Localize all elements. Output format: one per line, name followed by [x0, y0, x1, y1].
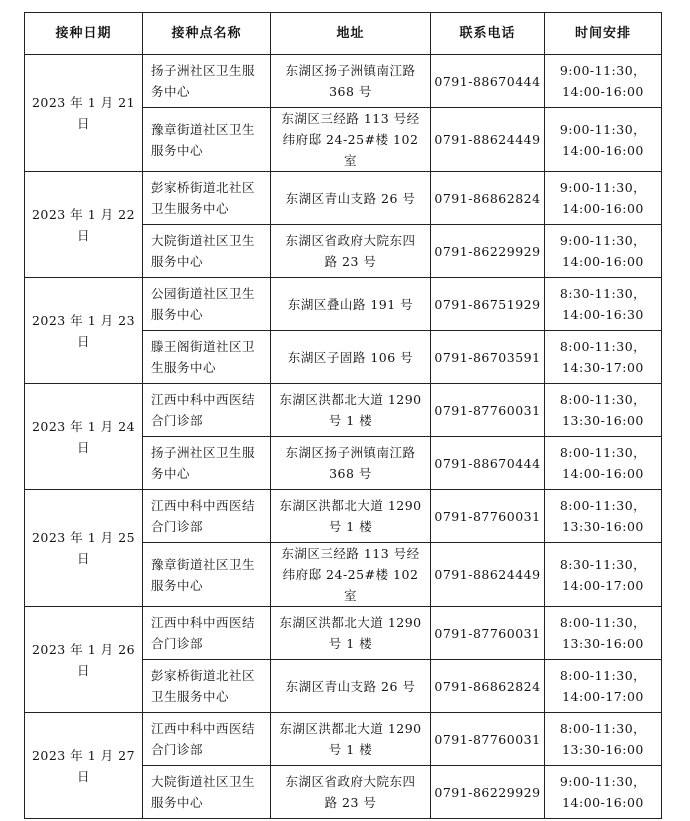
phone-cell: 0791-87760031	[431, 713, 545, 766]
table-row	[25, 55, 662, 108]
site-cell: 江西中科中西医结 合门诊部	[143, 607, 271, 660]
address-cell: 东湖区省政府大院东四 路 23 号	[271, 225, 431, 278]
time-cell: 8:30-11:30， 14:00-16:30	[545, 278, 662, 331]
date-cell: 2023 年 1 月 22 日	[25, 172, 143, 278]
address-cell: 东湖区青山支路 26 号	[271, 172, 431, 225]
time-cell: 8:00-11:30， 13:30-16:00	[545, 607, 662, 660]
phone-cell: 0791-88670444	[431, 437, 545, 490]
site-cell: 江西中科中西医结 合门诊部	[143, 713, 271, 766]
date-cell: 2023 年 1 月 23 日	[25, 278, 143, 384]
site-cell: 大院街道社区卫生 服务中心	[143, 766, 271, 819]
time-cell: 8:30-11:30， 14:00-17:00	[545, 543, 662, 607]
phone-cell: 0791-88624449	[431, 108, 545, 172]
phone-cell: 0791-87760031	[431, 607, 545, 660]
time-cell: 9:00-11:30， 14:00-16:00	[545, 225, 662, 278]
time-cell: 8:00-11:30， 14:00-16:00	[545, 437, 662, 490]
table-body	[25, 55, 662, 819]
table-row	[25, 713, 662, 766]
table-row	[25, 490, 662, 543]
time-cell: 8:00-11:30， 14:00-17:00	[545, 660, 662, 713]
table-row	[25, 278, 662, 331]
phone-cell: 0791-88624449	[431, 543, 545, 607]
header-date: 接种日期	[25, 13, 143, 55]
table-row	[25, 607, 662, 660]
time-cell: 9:00-11:30， 14:00-16:00	[545, 108, 662, 172]
date-cell: 2023 年 1 月 25 日	[25, 490, 143, 607]
table-row	[25, 384, 662, 437]
phone-cell: 0791-86229929	[431, 225, 545, 278]
site-cell: 豫章街道社区卫生 服务中心	[143, 543, 271, 607]
phone-cell: 0791-88670444	[431, 55, 545, 108]
date-cell: 2023 年 1 月 26 日	[25, 607, 143, 713]
time-cell: 8:00-11:30， 13:30-16:00	[545, 713, 662, 766]
site-cell: 公园街道社区卫生 服务中心	[143, 278, 271, 331]
time-cell: 8:00-11:30， 13:30-16:00	[545, 384, 662, 437]
phone-cell: 0791-87760031	[431, 490, 545, 543]
time-cell: 8:00-11:30， 13:30-16:00	[545, 490, 662, 543]
address-cell: 东湖区扬子洲镇南江路 368 号	[271, 55, 431, 108]
phone-cell: 0791-86862824	[431, 172, 545, 225]
phone-cell: 0791-87760031	[431, 384, 545, 437]
site-cell: 彭家桥街道北社区 卫生服务中心	[143, 660, 271, 713]
table-header-row	[25, 13, 662, 55]
phone-cell: 0791-86229929	[431, 766, 545, 819]
site-cell: 江西中科中西医结 合门诊部	[143, 384, 271, 437]
date-cell: 2023 年 1 月 24 日	[25, 384, 143, 490]
address-cell: 东湖区洪都北大道 1290 号 1 楼	[271, 713, 431, 766]
address-cell: 东湖区洪都北大道 1290 号 1 楼	[271, 490, 431, 543]
time-cell: 9:00-11:30， 14:00-16:00	[545, 172, 662, 225]
address-cell: 东湖区青山支路 26 号	[271, 660, 431, 713]
address-cell: 东湖区三经路 113 号经 纬府邸 24-25#楼 102 室	[271, 543, 431, 607]
date-cell: 2023 年 1 月 21 日	[25, 55, 143, 172]
phone-cell: 0791-86862824	[431, 660, 545, 713]
address-cell: 东湖区叠山路 191 号	[271, 278, 431, 331]
address-cell: 东湖区子固路 106 号	[271, 331, 431, 384]
header-site: 接种点名称	[143, 13, 271, 55]
date-cell: 2023 年 1 月 27 日	[25, 713, 143, 819]
site-cell: 滕王阁街道社区卫 生服务中心	[143, 331, 271, 384]
address-cell: 东湖区扬子洲镇南江路 368 号	[271, 437, 431, 490]
address-cell: 东湖区洪都北大道 1290 号 1 楼	[271, 607, 431, 660]
time-cell: 9:00-11:30， 14:00-16:00	[545, 766, 662, 819]
site-cell: 大院街道社区卫生 服务中心	[143, 225, 271, 278]
table-row	[25, 172, 662, 225]
vaccination-schedule-table	[24, 12, 662, 819]
phone-cell: 0791-86751929	[431, 278, 545, 331]
header-phone: 联系电话	[431, 13, 545, 55]
address-cell: 东湖区洪都北大道 1290 号 1 楼	[271, 384, 431, 437]
time-cell: 9:00-11:30， 14:00-16:00	[545, 55, 662, 108]
site-cell: 豫章街道社区卫生 服务中心	[143, 108, 271, 172]
time-cell: 8:00-11:30， 14:30-17:00	[545, 331, 662, 384]
phone-cell: 0791-86703591	[431, 331, 545, 384]
header-time: 时间安排	[545, 13, 662, 55]
address-cell: 东湖区省政府大院东四 路 23 号	[271, 766, 431, 819]
site-cell: 江西中科中西医结 合门诊部	[143, 490, 271, 543]
site-cell: 扬子洲社区卫生服 务中心	[143, 55, 271, 108]
site-cell: 彭家桥街道北社区 卫生服务中心	[143, 172, 271, 225]
site-cell: 扬子洲社区卫生服 务中心	[143, 437, 271, 490]
header-address: 地址	[271, 13, 431, 55]
address-cell: 东湖区三经路 113 号经 纬府邸 24-25#楼 102 室	[271, 108, 431, 172]
